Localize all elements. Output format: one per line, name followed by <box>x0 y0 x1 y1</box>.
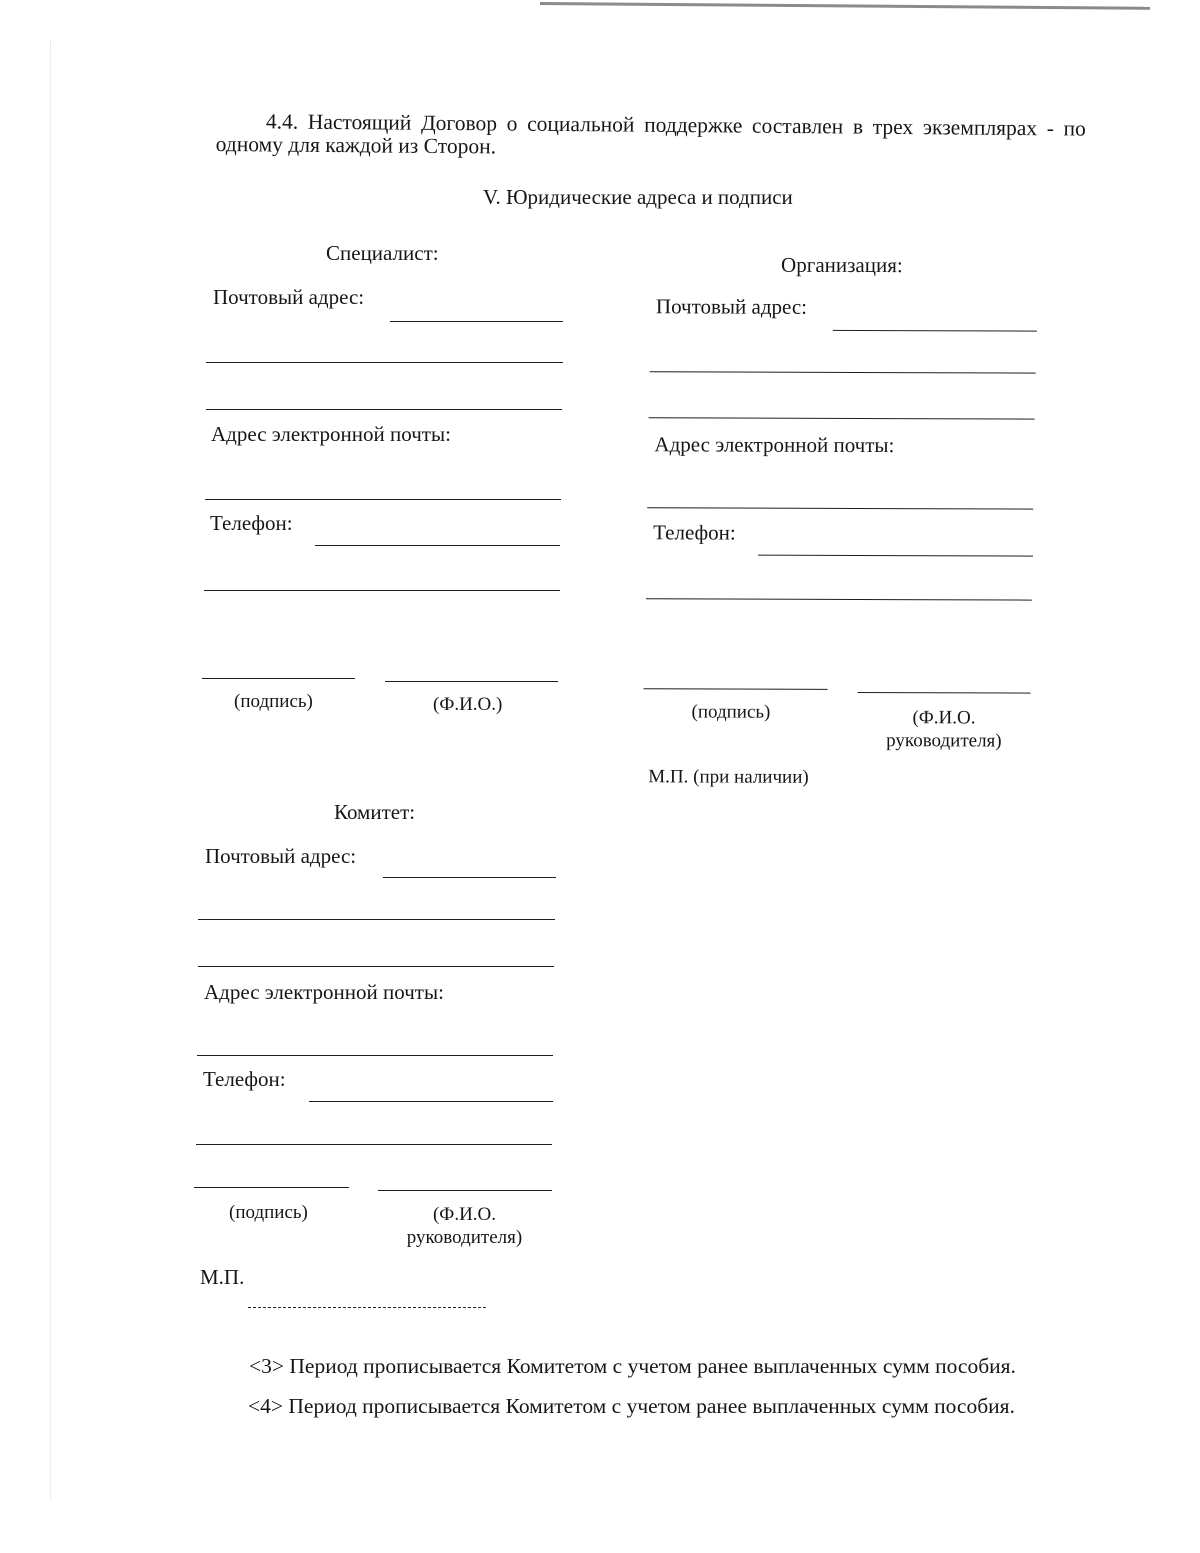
organization-email-label: Адрес электронной почты: <box>654 432 895 458</box>
specialist-email-line[interactable] <box>205 499 561 500</box>
committee-phone-line-2[interactable] <box>196 1144 552 1145</box>
organization-postal-label: Почтовый адрес: <box>655 294 808 319</box>
committee-postal-line-2[interactable] <box>198 919 555 920</box>
specialist-heading: Специалист: <box>326 241 439 265</box>
committee-email-label: Адрес электронной почты: <box>204 980 444 1004</box>
specialist-postal-line-2[interactable] <box>206 362 563 363</box>
committee-postal-label: Почтовый адрес: <box>205 844 357 868</box>
organization-signature-caption: (подпись) <box>691 701 771 723</box>
scan-edge-line <box>540 2 1150 10</box>
committee-heading: Комитет: <box>334 800 416 824</box>
committee-fio-caption-line2: руководителя) <box>406 1227 523 1248</box>
scan-margin-dots <box>50 40 51 1500</box>
committee-postal-line-3[interactable] <box>198 966 554 967</box>
organization-fio-caption-line1: (Ф.И.О. <box>912 707 976 729</box>
organization-phone-label: Телефон: <box>653 520 736 545</box>
organization-postal-line-2[interactable] <box>650 371 1036 373</box>
specialist-postal-label: Почтовый адрес: <box>213 285 365 309</box>
organization-signature-line[interactable] <box>644 688 828 690</box>
specialist-email-label: Адрес электронной почты: <box>211 422 451 446</box>
organization-email-line[interactable] <box>647 507 1033 509</box>
committee-signature-line[interactable] <box>194 1187 349 1188</box>
committee-phone-label: Телефон: <box>203 1067 286 1091</box>
specialist-fio-line[interactable] <box>385 681 558 682</box>
footnote-4: <4> Период прописывается Комитетом с учетом ранее выплаченных сумм пособия. <box>248 1394 1015 1418</box>
organization-phone-line-2[interactable] <box>646 598 1032 600</box>
specialist-phone-line-1[interactable] <box>315 545 560 546</box>
organization-fio-line[interactable] <box>858 692 1031 694</box>
footnote-separator <box>248 1307 486 1308</box>
committee-signature-caption: (подпись) <box>229 1202 308 1223</box>
committee-postal-line-1[interactable] <box>383 877 556 878</box>
specialist-phone-line-2[interactable] <box>204 590 560 591</box>
specialist-signature-line[interactable] <box>202 678 355 679</box>
specialist-phone-label: Телефон: <box>210 511 293 535</box>
footnote-3: <3> Период прописывается Комитетом с учетом ранее выплаченных сумм пособия. <box>249 1354 1016 1378</box>
committee-seal-note: М.П. <box>200 1265 245 1289</box>
specialist-signature-caption: (подпись) <box>234 691 313 712</box>
organization-postal-line-1[interactable] <box>833 330 1037 332</box>
organization-fio-caption-line2: руководителя) <box>886 730 1002 752</box>
organization-phone-line-1[interactable] <box>758 555 1033 557</box>
section-title: V. Юридические адреса и подписи <box>483 185 793 209</box>
committee-email-line[interactable] <box>197 1055 553 1056</box>
specialist-fio-caption: (Ф.И.О.) <box>433 694 503 715</box>
specialist-postal-line-1[interactable] <box>390 321 563 322</box>
organization-postal-line-3[interactable] <box>649 417 1035 419</box>
specialist-postal-line-3[interactable] <box>206 409 562 410</box>
organization-seal-note: М.П. (при наличии) <box>648 766 809 788</box>
organization-heading: Организация: <box>781 252 903 278</box>
committee-phone-line-1[interactable] <box>309 1101 553 1102</box>
committee-fio-line[interactable] <box>378 1190 552 1191</box>
committee-fio-caption-line1: (Ф.И.О. <box>432 1204 497 1225</box>
intro-paragraph: 4.4. Настоящий Договор о социальной поддержке составлен в трех экземплярах - по одному для каждой из Сторон. <box>215 109 1086 159</box>
